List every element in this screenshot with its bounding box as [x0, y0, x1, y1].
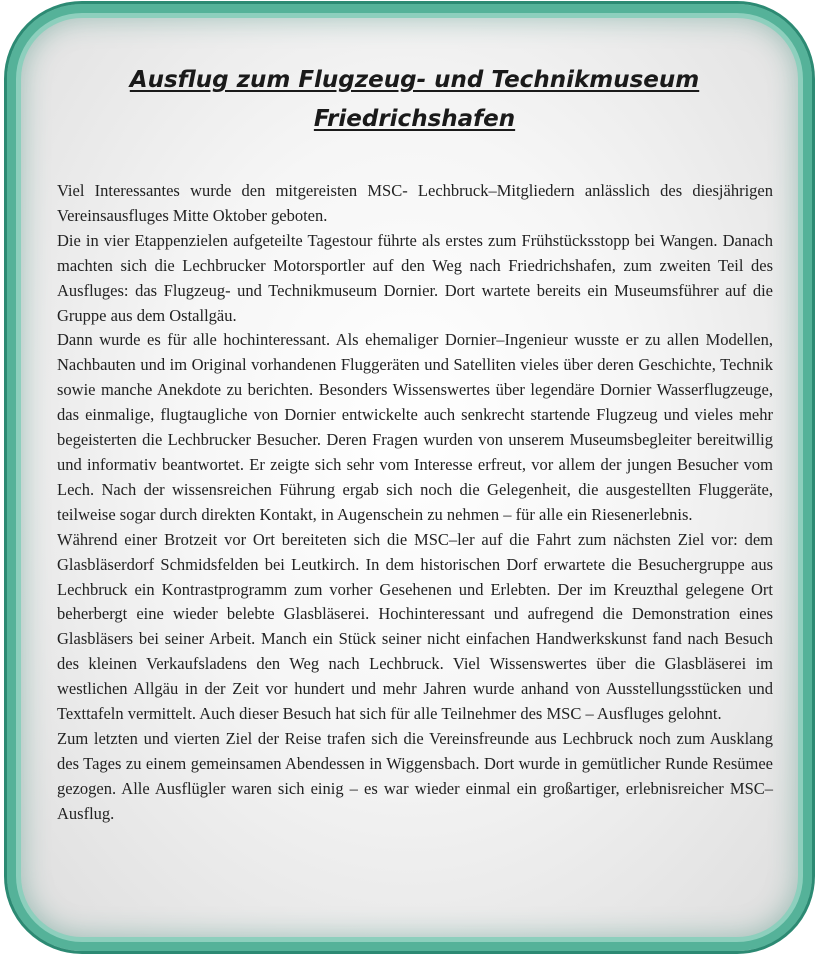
paragraph-glassworks: Während einer Brotzeit vor Ort bereiteten sich die MSC–ler auf die Fahrt zum nächsten Ziel vor: dem Glasbläserdorf Schmidsfelden bei Leutkirch. In dem historischen Dorf erwartete die Besuchergruppe aus Lechbruck ein Kontrastprogramm zum vorher Gesehenen und Erlebten. Der im Kreuzthal gelegene Ort beherbergt eine wieder belebte Glasbläserei. Hochinteressant und aufregend die Demonstration eines Glasbläsers bei seiner Arbeit. Manch ein Stück seiner nicht einfachen Handwerkskunst fand nach Besuch des kleinen Verkaufsladens den Weg nach Lechbruck. Viel Wissenswertes über die Glasbläserei im westlichen Allgäu in der Zeit vor hundert und mehr Jahren wurde anhand von Ausstellungsstücken und Texttafeln vermittelt. Auch dieser Besuch hat sich für alle Teilnehmer des MSC – Ausfluges gelohnt.	[57, 529, 773, 724]
paragraph-intro: Viel Interessantes wurde den mitgereisten MSC- Lechbruck–Mitgliedern anlässlich des diesjährigen Vereinsausfluges Mitte Oktober geboten.	[57, 181, 773, 225]
article-frame	[4, 1, 815, 954]
article-body	[57, 179, 773, 827]
paragraph-museum: Dann wurde es für alle hochinteressant. Als ehemaliger Dornier–Ingenieur wusste er zu allen Modellen, Nachbauten und im Original vorhandenen Fluggeräten und Satelliten vieles über deren Geschichte, Technik sowie manche Anekdote zu berichten. Besonders Wissenswertes über legendäre Dornier Wasserflugzeuge, das einmalige, flugtaugliche von Dornier entwickelte auch senkrecht startende Flugzeug und vieles mehr begeisterten die Lechbrucker Besucher. Deren Fragen wurden von unserem Museumsbegleiter bereitwillig und informativ beantwortet. Er zeigte sich sehr vom Interesse erfreut, vor allem der jungen Besucher vom Lech. Nach der wissensreichen Führung ergab sich noch die Gelegenheit, die ausgestellten Fluggeräte, teilweise sogar durch direkten Kontakt, in Augenschein zu nehmen – für alle ein Riesenerlebnis.	[57, 330, 773, 524]
title-line-1: Ausflug zum Flugzeug- und Technikmuseum	[129, 67, 700, 93]
article-title	[67, 61, 762, 139]
title-line-2: Friedrichshafen	[313, 106, 516, 132]
paragraph-tour: Die in vier Etappenzielen aufgeteilte Tagestour führte als erstes zum Frühstücksstopp bei Wangen. Danach machten sich die Lechbrucker Motorsportler auf den Weg nach Friedrichshafen, zum zweiten Teil des Ausfluges: das Flugzeug- und Technikmuseum Dornier. Dort wartete bereits ein Museumsführer auf die Gruppe aus dem Ostallgäu.	[57, 230, 773, 325]
paragraph-dinner: Zum letzten und vierten Ziel der Reise trafen sich die Vereinsfreunde aus Lechbruck noch zum Ausklang des Tages zu einem gemeinsamen Abendessen in Wiggensbach. Dort wurde in gemütlicher Runde Resümee gezogen. Alle Ausflügler waren sich einig – es war wieder einmal ein großartiger, erlebnisreicher MSC–Ausflug.	[57, 728, 773, 823]
